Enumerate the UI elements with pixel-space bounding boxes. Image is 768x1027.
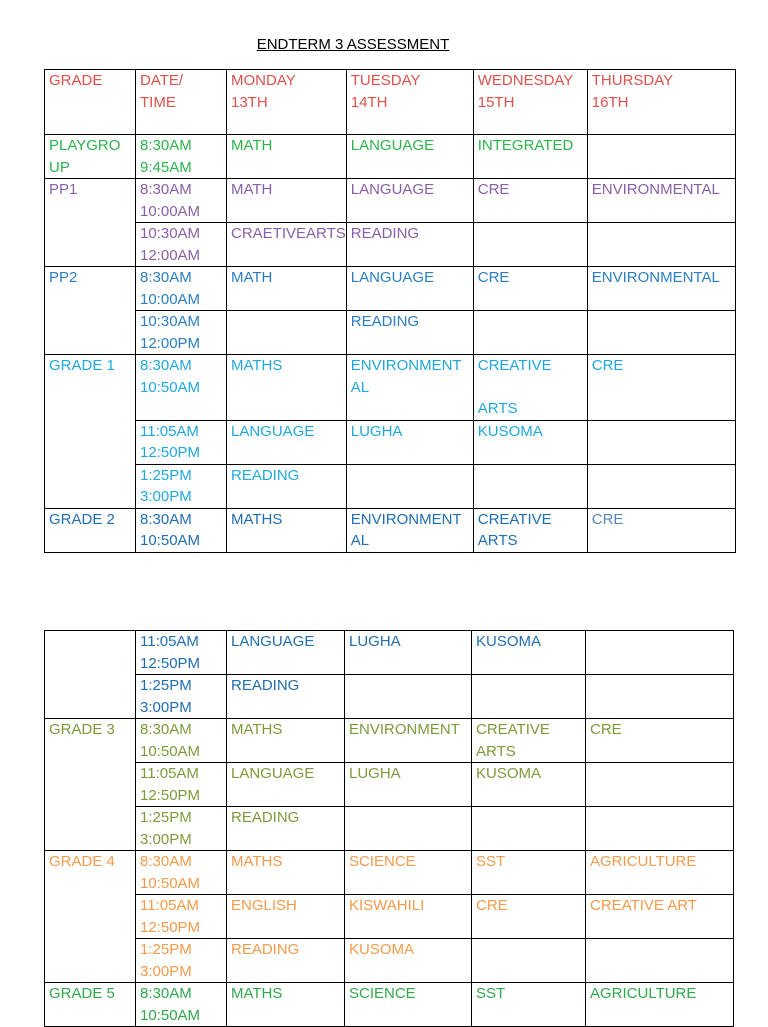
- grade-cell: PP2: [45, 267, 136, 355]
- tuesday-cell: [345, 675, 472, 719]
- tuesday-cell: LUGHA: [345, 631, 472, 675]
- grade-cell: GRADE 2: [45, 508, 136, 552]
- time-cell: 1:25PM 3:00PM: [136, 675, 227, 719]
- thursday-cell: [586, 675, 734, 719]
- table-row: [45, 420, 736, 464]
- tuesday-cell: ENVIRONMENT: [345, 719, 472, 763]
- thursday-cell: CREATIVE ART: [586, 895, 734, 939]
- time-cell: 8:30AM 10:50AM: [136, 508, 227, 552]
- table-row: [45, 267, 736, 311]
- time-cell: 11:05AM 12:50PM: [136, 631, 227, 675]
- time-cell: 8:30AM 10:00AM: [136, 179, 227, 223]
- wednesday-cell: [473, 311, 587, 355]
- thursday-cell: AGRICULTURE: [586, 983, 734, 1027]
- tuesday-cell: READING: [346, 311, 473, 355]
- wednesday-cell: CREATIVE ARTS: [472, 719, 586, 763]
- header-wednesday: WEDNESDAY 15TH: [473, 70, 587, 135]
- wednesday-cell: CREATIVE ARTS: [473, 355, 587, 421]
- thursday-cell: ENVIRONMENTAL: [587, 267, 735, 311]
- header-grade: GRADE: [45, 70, 136, 135]
- tuesday-cell: [345, 807, 472, 851]
- wednesday-cell: [472, 939, 586, 983]
- time-cell: 8:30AM 10:50AM: [136, 355, 227, 421]
- monday-cell: LANGUAGE: [227, 763, 345, 807]
- tuesday-cell: [346, 464, 473, 508]
- thursday-cell: [587, 420, 735, 464]
- tuesday-cell: KISWAHILI: [345, 895, 472, 939]
- wednesday-cell: CRE: [473, 179, 587, 223]
- thursday-cell: CRE: [587, 508, 735, 552]
- monday-cell: CRAETIVEARTS: [227, 223, 347, 267]
- monday-cell: LANGUAGE: [227, 631, 345, 675]
- wednesday-cell: KUSOMA: [472, 763, 586, 807]
- time-cell: 8:30AM 10:50AM: [136, 983, 227, 1027]
- grade-cell: [45, 631, 136, 719]
- thursday-cell: CRE: [586, 719, 734, 763]
- time-cell: 11:05AM 12:50PM: [136, 763, 227, 807]
- thursday-cell: [586, 939, 734, 983]
- tuesday-cell: SCIENCE: [345, 851, 472, 895]
- time-cell: 1:25PM 3:00PM: [136, 464, 227, 508]
- monday-cell: MATHS: [227, 508, 347, 552]
- monday-cell: MATH: [227, 135, 347, 179]
- time-cell: 10:30AM 12:00PM: [136, 311, 227, 355]
- monday-cell: READING: [227, 807, 345, 851]
- thursday-cell: [586, 763, 734, 807]
- monday-cell: MATH: [227, 179, 347, 223]
- table-row: [45, 631, 734, 675]
- time-cell: 8:30AM 10:50AM: [136, 719, 227, 763]
- grade-cell: PLAYGRO UP: [45, 135, 136, 179]
- thursday-cell: [586, 807, 734, 851]
- table-row: [45, 939, 734, 983]
- monday-cell: [227, 311, 347, 355]
- wednesday-cell: CRE: [472, 895, 586, 939]
- thursday-cell: [587, 311, 735, 355]
- table-row: [45, 763, 734, 807]
- table-row: [45, 675, 734, 719]
- time-cell: 8:30AM 10:00AM: [136, 267, 227, 311]
- time-cell: 11:05AM 12:50PM: [136, 895, 227, 939]
- thursday-cell: AGRICULTURE: [586, 851, 734, 895]
- table-row: [45, 311, 736, 355]
- thursday-cell: CRE: [587, 355, 735, 421]
- table-row: [45, 807, 734, 851]
- time-cell: 10:30AM 12:00AM: [136, 223, 227, 267]
- wednesday-cell: [472, 807, 586, 851]
- wednesday-cell: SST: [472, 851, 586, 895]
- wednesday-cell: SST: [472, 983, 586, 1027]
- monday-cell: MATH: [227, 267, 347, 311]
- tuesday-cell: LUGHA: [346, 420, 473, 464]
- tuesday-cell: LANGUAGE: [346, 267, 473, 311]
- table-row: [45, 508, 736, 552]
- table-row: [45, 179, 736, 223]
- wednesday-cell: KUSOMA: [473, 420, 587, 464]
- header-thursday: THURSDAY 16TH: [587, 70, 735, 135]
- tuesday-cell: LANGUAGE: [346, 135, 473, 179]
- wednesday-cell: [473, 464, 587, 508]
- wednesday-cell: INTEGRATED: [473, 135, 587, 179]
- table-row: [45, 223, 736, 267]
- tuesday-cell: ENVIRONMENT AL: [346, 508, 473, 552]
- tuesday-cell: READING: [346, 223, 473, 267]
- monday-cell: READING: [227, 939, 345, 983]
- time-cell: 1:25PM 3:00PM: [136, 939, 227, 983]
- thursday-cell: [586, 631, 734, 675]
- schedule-table-page-1: [44, 69, 736, 553]
- header-date-time: DATE/ TIME: [136, 70, 227, 135]
- table-row: [45, 464, 736, 508]
- thursday-cell: [587, 464, 735, 508]
- table-row: [45, 719, 734, 763]
- monday-cell: MATHS: [227, 355, 347, 421]
- wednesday-cell: CRE: [473, 267, 587, 311]
- wednesday-cell: [472, 675, 586, 719]
- time-cell: 11:05AM 12:50PM: [136, 420, 227, 464]
- table-row: [45, 983, 734, 1027]
- document-title: ENDTERM 3 ASSESSMENT: [256, 36, 450, 53]
- monday-cell: LANGUAGE: [227, 420, 347, 464]
- grade-cell: PP1: [45, 179, 136, 267]
- table-row: [45, 851, 734, 895]
- tuesday-cell: KUSOMA: [345, 939, 472, 983]
- wednesday-cell: KUSOMA: [472, 631, 586, 675]
- time-cell: 8:30AM 9:45AM: [136, 135, 227, 179]
- monday-cell: MATHS: [227, 719, 345, 763]
- monday-cell: READING: [227, 464, 347, 508]
- monday-cell: MATHS: [227, 851, 345, 895]
- table-row: [45, 135, 736, 179]
- tuesday-cell: SCIENCE: [345, 983, 472, 1027]
- table-row: [45, 895, 734, 939]
- wednesday-cell: [473, 223, 587, 267]
- header-monday: MONDAY 13TH: [227, 70, 347, 135]
- grade-cell: GRADE 3: [45, 719, 136, 851]
- thursday-cell: [587, 135, 735, 179]
- monday-cell: READING: [227, 675, 345, 719]
- tuesday-cell: LUGHA: [345, 763, 472, 807]
- header-tuesday: TUESDAY 14TH: [346, 70, 473, 135]
- table-row: [45, 355, 736, 421]
- monday-cell: ENGLISH: [227, 895, 345, 939]
- grade-cell: GRADE 5: [45, 983, 136, 1027]
- time-cell: 1:25PM 3:00PM: [136, 807, 227, 851]
- thursday-cell: ENVIRONMENTAL: [587, 179, 735, 223]
- tuesday-cell: ENVIRONMENT AL: [346, 355, 473, 421]
- grade-cell: GRADE 4: [45, 851, 136, 983]
- tuesday-cell: LANGUAGE: [346, 179, 473, 223]
- time-cell: 8:30AM 10:50AM: [136, 851, 227, 895]
- monday-cell: MATHS: [227, 983, 345, 1027]
- grade-cell: GRADE 1: [45, 355, 136, 509]
- wednesday-cell: CREATIVE ARTS: [473, 508, 587, 552]
- thursday-cell: [587, 223, 735, 267]
- schedule-table-page-2: [44, 630, 734, 1027]
- header-row: [45, 70, 736, 135]
